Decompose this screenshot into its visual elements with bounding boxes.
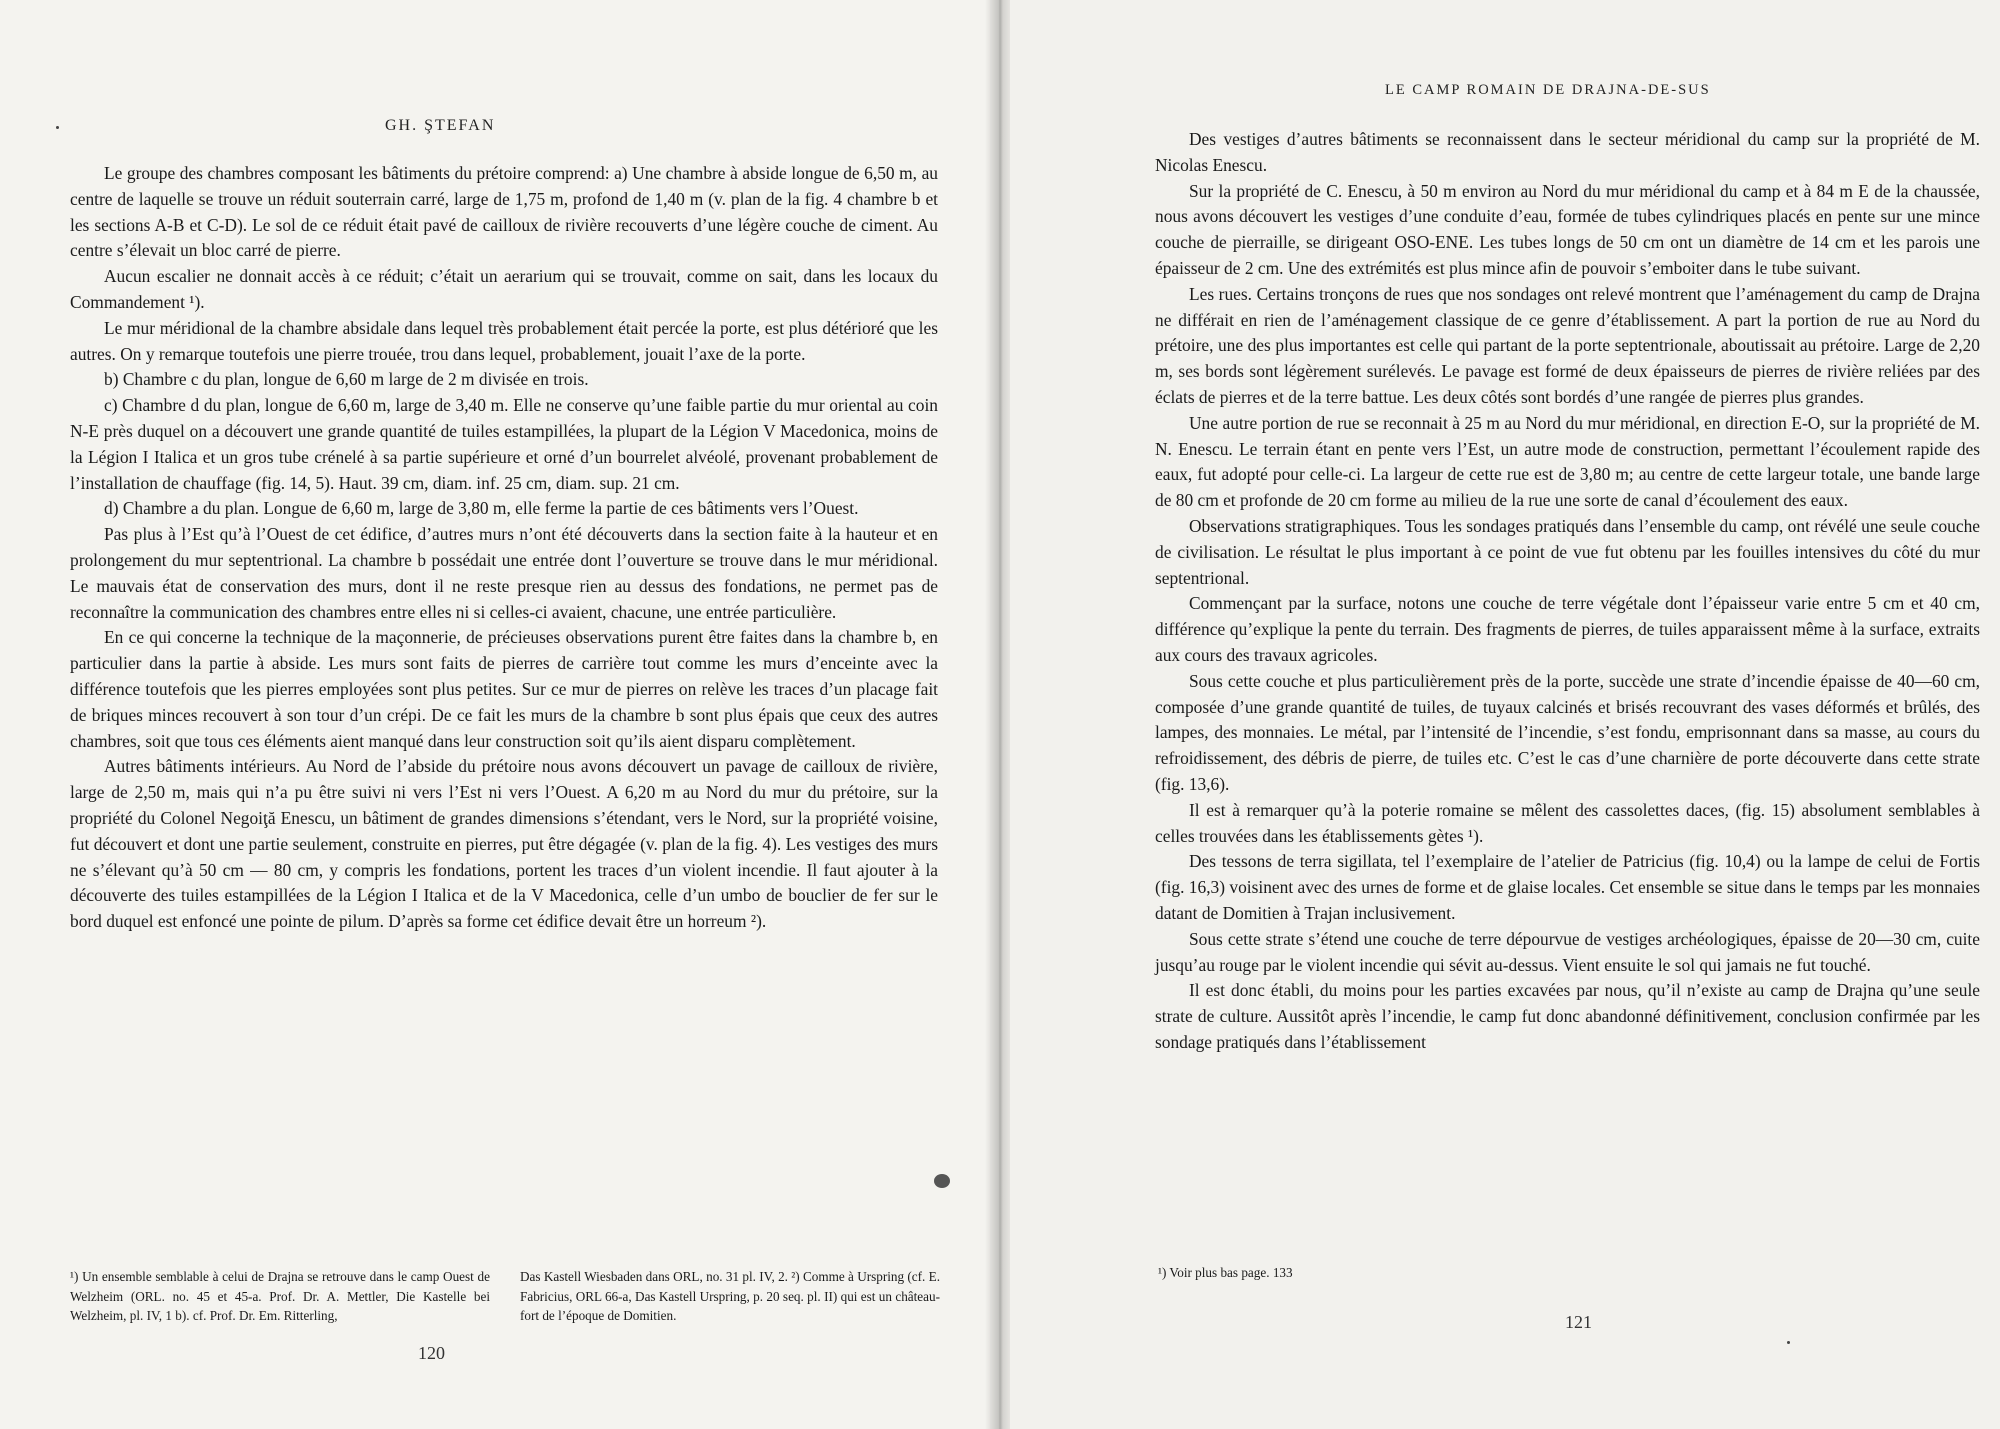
paragraph: Il est à remarquer qu’à la poterie romaine se mêlent des cassolettes daces, (fig. 15) absolument semblables à celles trouvées dans les établissements gètes ¹). (1155, 799, 1980, 846)
paragraph: Il est donc établi, du moins pour les parties excavées par nous, qu’il n’existe au camp de Drajna qu’une seule strate de culture. Aussitôt après l’incendie, le camp fut donc abandonné définitivement, conclusion confirmée par les sondage pratiqués dans l’établissement (1155, 980, 1980, 1052)
paragraph: Commençant par la surface, notons une couche de terre végétale dont l’épaisseur varie entre 5 cm et 40 cm, différence qu’explique la pente du terrain. Des fragments de pierres, de tuiles apparaissent même à la surface, extraits aux cours des travaux agricoles. (1155, 593, 1980, 665)
paragraph: Pas plus à l’Est qu’à l’Ouest de cet édifice, d’autres murs n’ont été découverts dans la section faite à la hauteur et en prolongement du mur septentrional. La chambre b possédait une entrée dont l’ouverture se trouve dans le mur méridional. Le mauvais état de conservation des murs, dont il ne reste presque rien au dessus des fondations, ne permet pas de reconnaître la communication des chambres entre elles ni si celles-ci avaient, chacune, une entrée particulière. (70, 524, 938, 622)
paragraph: b) Chambre c du plan, longue de 6,60 m large de 2 m divisée en trois. (104, 369, 589, 390)
paragraph: Sous cette couche et plus particulièrement près de la porte, succède une strate d’incendie épaisse de 40—60 cm, composée d’une grande quantité de tuiles, de tuyaux calcinés et brisés recouvrant des vases déformés et brûlés, des lampes, des monnaies. Le métal, par l’intensité de l’incendie, s’est fondu, emprisonnant dans sa masse, au cours du refroidissement, des débris de pierre, de tuiles etc. C’est le cas d’une charnière de porte découverte dans cette strate (fig. 13,6). (1155, 670, 1980, 794)
speck-mark (56, 126, 59, 129)
right-footnote: ¹) Voir plus bas page. 133 (1158, 1265, 1293, 1280)
paragraph: Le mur méridional de la chambre absidale dans lequel très probablement était percée la porte, est plus détérioré que les autres. On y remarque toutefois une pierre trouée, trou dans lequel, probablement, jouait l’axe de la porte. (70, 317, 938, 364)
paragraph: Aucun escalier ne donnait accès à ce réduit; c’était un aerarium qui se trouvait, comme on sait, dans les locaux du Commandement ¹). (70, 266, 938, 312)
paragraph: c) Chambre d du plan, longue de 6,60 m, large de 3,40 m. Elle ne conserve qu’une faible partie du mur oriental au coin N-E près duquel on a découvert une grande quantité de tuiles estampillées, la plupart de la Légion V Macedonica, moins de la Légion I Italica et un gros tube crénelé à sa partie supérieure et orné d’un bourrelet alvéolé, provenant probablement de l’installation de chauffage (fig. 14, 5). Haut. 39 cm, diam. inf. 25 cm, diam. sup. 21 cm. (70, 395, 938, 493)
paragraph: Des tessons de terra sigillata, tel l’exemplaire de l’atelier de Patricius (fig. 10,4) ou la lampe de celui de Fortis (fig. 16,3) voisinent avec des urnes de forme et de glaise locales. Cet ensemble se situe dans le temps par les monnaies datant de Domitien à Trajan inclusivement. (1155, 851, 1980, 923)
right-page (1010, 0, 2000, 1429)
ink-blot (934, 1174, 950, 1188)
paragraph: Sous cette strate s’étend une couche de terre dépourvue de vestiges archéologiques, épaisse de 20—30 cm, cuite jusqu’au rouge par le violent incendie qui sévit au-dessus. Vient ensuite le sol qui jamais ne fut touché. (1155, 928, 1980, 975)
left-page (0, 0, 990, 1429)
paragraph: Sur la propriété de C. Enescu, à 50 m environ au Nord du mur méridional du camp et à 84 m E de la chaussée, nous avons découvert les vestiges d’une conduite d’eau, formée de tubes cylindriques placés en pente sur une mince couche de pierraille, se dirigeant OSO-ENE. Les tubes longs de 50 cm ont un diamètre de 14 cm et les parois une épaisseur de 2 cm. Une des extrémités est plus mince afin de pouvoir s’emboiter dans le tube suivant. (1155, 180, 1980, 278)
footnote-column: ¹) Un ensemble semblable à celui de Drajna se retrouve dans le camp Ouest de Welzheim (ORL. no. 45 et 45-a. Prof. Dr. A. Mettler, Die Kastelle bei Welzheim, pl. IV, 1 b). cf. Prof. Dr. Em. Ritterling, (70, 1269, 490, 1323)
footnote-column: Das Kastell Wiesbaden dans ORL, no. 31 pl. IV, 2. ²) Comme à Urspring (cf. E. Fabricius, ORL 66-a, Das Kastell Urspring, p. 20 seq. pl. II) qui est un château-fort de l’époque de Domitien. (520, 1269, 940, 1323)
paragraph: En ce qui concerne la technique de la maçonnerie, de précieuses observations purent être faites dans la chambre b, en particulier dans la partie à abside. Les murs sont faits de pierres de carrière tout comme les murs d’enceinte avec la différence toutefois que les pierres employées sont plus petites. Sur ce mur de pierres on relève les traces d’un placage fait de briques minces recouvert à son tour d’un crépi. De ce fait les murs de la chambre b sont plus épais que ceux des autres chambres, soit que tous ces éléments aient manqué dans leur construction soit qu’ils aient disparu complètement. (70, 627, 938, 751)
running-head-author: GH. ŞTEFAN (385, 117, 496, 134)
paragraph: d) Chambre a du plan. Longue de 6,60 m, large de 3,80 m, elle ferme la partie de ces bâtiments vers l’Ouest. (104, 498, 859, 519)
paragraph: Une autre portion de rue se reconnait à 25 m au Nord du mur méridional, en direction E-O, sur la propriété de M. N. Enescu. Le terrain étant en pente vers l’Est, un autre mode de construction, permettant l’écoulement rapide des eaux, fut adopté pour celle-ci. La largeur de cette rue est de 3,80 m; au centre de cette largeur totale, une bande large de 80 cm et profonde de 20 cm forme au milieu de la rue une sorte de canal d’écoulement des eaux. (1155, 412, 1980, 511)
paragraph: Le groupe des chambres composant les bâtiments du prétoire comprend: a) Une chambre à abside longue de 6,50 m, au centre de laquelle se trouve un réduit souterrain carré, large de 1,75 m, profond de 1,40 m (v. plan de la fig. 4 chambre b et les sections A-B et C-D). Le sol de ce réduit était pavé de cailloux de rivière recouverts d’une légère couche de ciment. Au centre s’élevait un bloc carré de pierre. (70, 163, 938, 261)
left-body-text (70, 161, 938, 935)
speck-mark (1787, 1341, 1790, 1344)
page-number: 120 (418, 1343, 445, 1363)
left-footnotes (70, 1267, 940, 1326)
paragraph: Autres bâtiments intérieurs. Au Nord de l’abside du prétoire nous avons découvert un pavage de cailloux de rivière, large de 2,50 m, mais qui n’a pu être suivi ni vers l’Est ni vers l’Ouest. A 6,20 m au Nord du mur du prétoire, sur la propriété du Colonel Negoiţă Enescu, un bâtiment de grandes dimensions s’étendant, vers le Nord, sur la propriété voisine, fut découvert et dont une partie seulement, construite en pierres, put être dégagée (v. plan de la fig. 4). Les vestiges des murs ne s’élevant qu’à 50 cm — 80 cm, y compris les fondations, portent les traces d’un violent incendie. Il faut ajouter à la découverte des tuiles estampillées de la Légion I Italica et de la V Macedonica, celle d’un umbo de bouclier de fer sur le bord duquel est enfoncé une pointe de pilum. D’après sa forme cet édifice devait être un horreum ²). (70, 756, 938, 932)
page-number: 121 (1565, 1312, 1592, 1332)
paragraph: Les rues. Certains tronçons de rues que nos sondages ont relevé montrent que l’aménagement du camp de Drajna ne différait en rien de l’aménagement classique de ce genre d’établissement. A part la portion de rue au Nord du prétoire, une des plus importantes est celle qui partant de la porte septentrionale, aboutissait au prétoire. Large de 2,20 m, ses bords sont légèrement surélevés. Le pavage est formé de deux épaisseurs de pierres de rivière reliées par des éclats de pierres et de la terre battue. Les deux côtés sont bordés d’une rangée de pierres plus grandes. (1155, 283, 1980, 407)
running-head-title: LE CAMP ROMAIN DE DRAJNA-DE-SUS (1385, 82, 1711, 98)
paragraph: Des vestiges d’autres bâtiments se reconnaissent dans le secteur méridional du camp sur la propriété de M. Nicolas Enescu. (1155, 129, 1980, 175)
right-body-text (1155, 127, 1980, 1056)
paragraph: Observations stratigraphiques. Tous les sondages pratiqués dans l’ensemble du camp, ont révélé une seule couche de civilisation. Le résultat le plus important à ce point de vue fut obtenu par les fouilles intensives du côté du mur septentrional. (1155, 515, 1980, 588)
